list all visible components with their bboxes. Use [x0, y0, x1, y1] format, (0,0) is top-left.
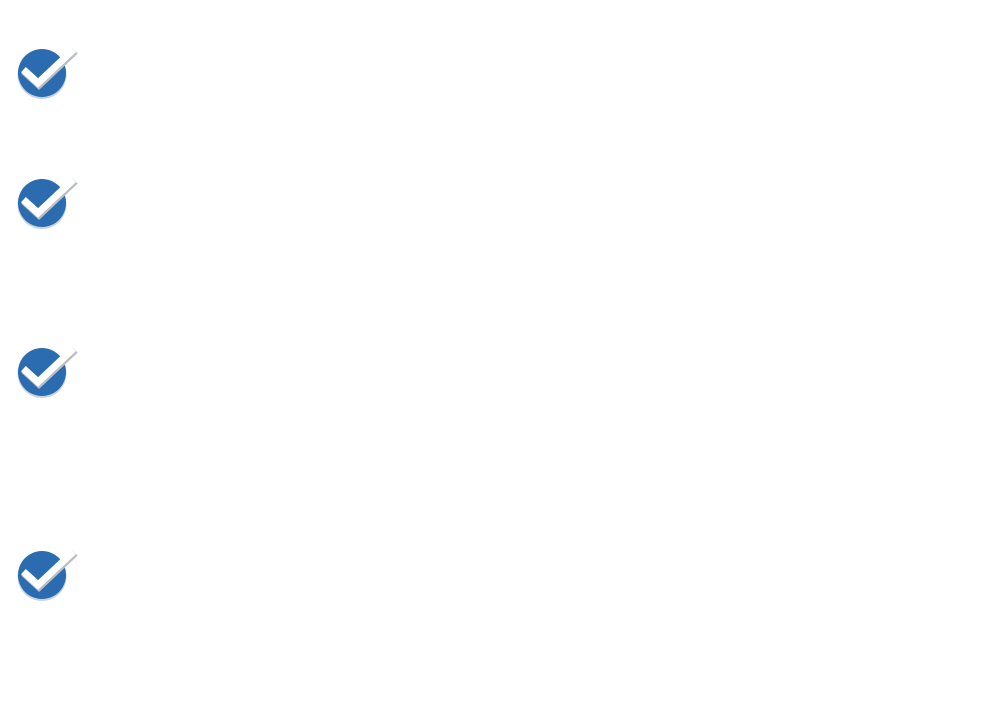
checklist-item-2 — [16, 177, 74, 229]
checklist-item-1 — [16, 47, 74, 99]
checklist-item-3 — [16, 346, 74, 398]
checklist-item-4 — [16, 549, 74, 601]
check-circle-icon — [16, 549, 74, 601]
check-circle-icon — [16, 47, 74, 99]
check-circle-icon — [16, 177, 74, 229]
check-circle-icon — [16, 346, 74, 398]
